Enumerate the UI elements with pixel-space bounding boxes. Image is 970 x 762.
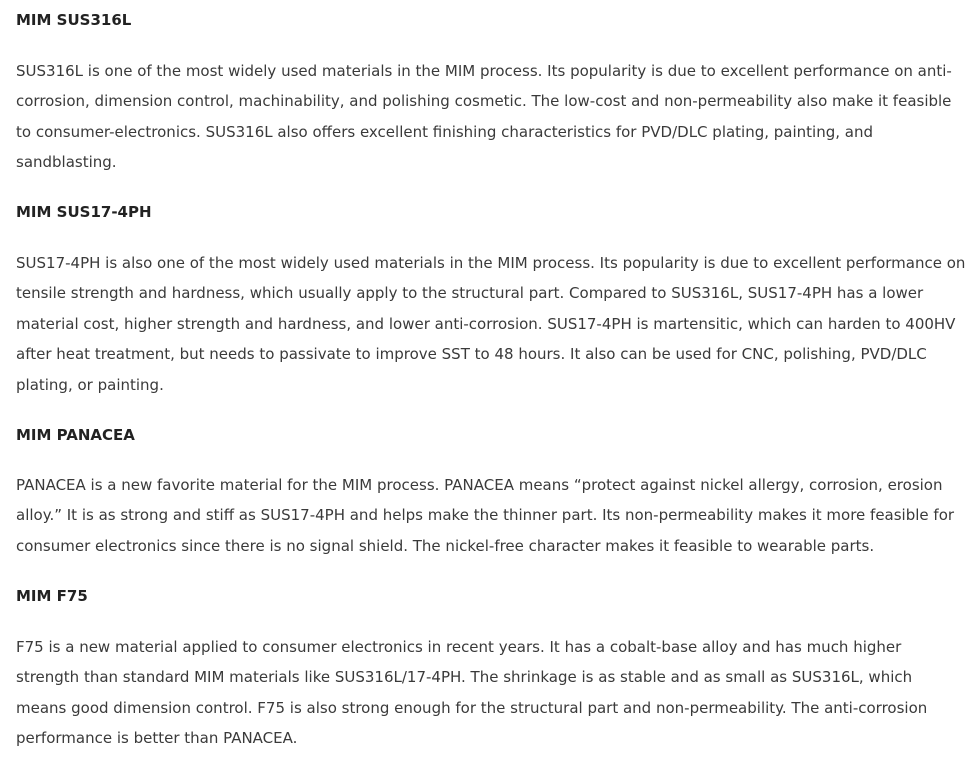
section-title-f75: MIM F75 <box>16 587 88 605</box>
section-title-sus17-4ph: MIM SUS17-4PH <box>16 203 152 221</box>
section-body-sus316l: SUS316L is one of the most widely used materials in the MIM process. Its popularity is due to excellent performance on anti-corrosion, dimension control, machinability, and polishing cosmetic. The low-cost and non-permeability also make it feasible to consumer-electronics. SUS316L also offers excellent finishing characteristics for PVD/DLC plating, painting, and sandblasting. <box>16 62 952 172</box>
section-title-sus316l: MIM SUS316L <box>16 11 132 29</box>
section-body-panacea: PANACEA is a new favorite material for the MIM process. PANACEA means “protect against nickel allergy, corrosion, erosion alloy.” It is as strong and stiff as SUS17-4PH and helps make the thinner part. Its non-permeability makes it more feasible for consumer electronics since there is no signal shield. The nickel-free character makes it feasible to wearable parts. <box>16 476 955 555</box>
section-title-panacea: MIM PANACEA <box>16 426 135 444</box>
section-body-f75: F75 is a new material applied to consumer electronics in recent years. It has a cobalt-base alloy and has much higher strength than standard MIM materials like SUS316L/17-4PH. The shrinkage is as stable and as small as SUS316L, which means good dimension control. F75 is also strong enough for the structural part and non-permeability. The anti-corrosion performance is better than PANACEA. <box>16 638 928 748</box>
section-body-sus17-4ph: SUS17-4PH is also one of the most widely used materials in the MIM process. Its popularity is due to excellent performance on tensile strength and hardness, which usually apply to the structural part. Compared to SUS316L, SUS17-4PH has a lower material cost, higher strength and hardness, and lower anti-corrosion. SUS17-4PH is martensitic, which can harden to 400HV after heat treatment, but needs to passivate to improve SST to 48 hours. It also can be used for CNC, polishing, PVD/DLC plating, or painting. <box>16 254 966 394</box>
